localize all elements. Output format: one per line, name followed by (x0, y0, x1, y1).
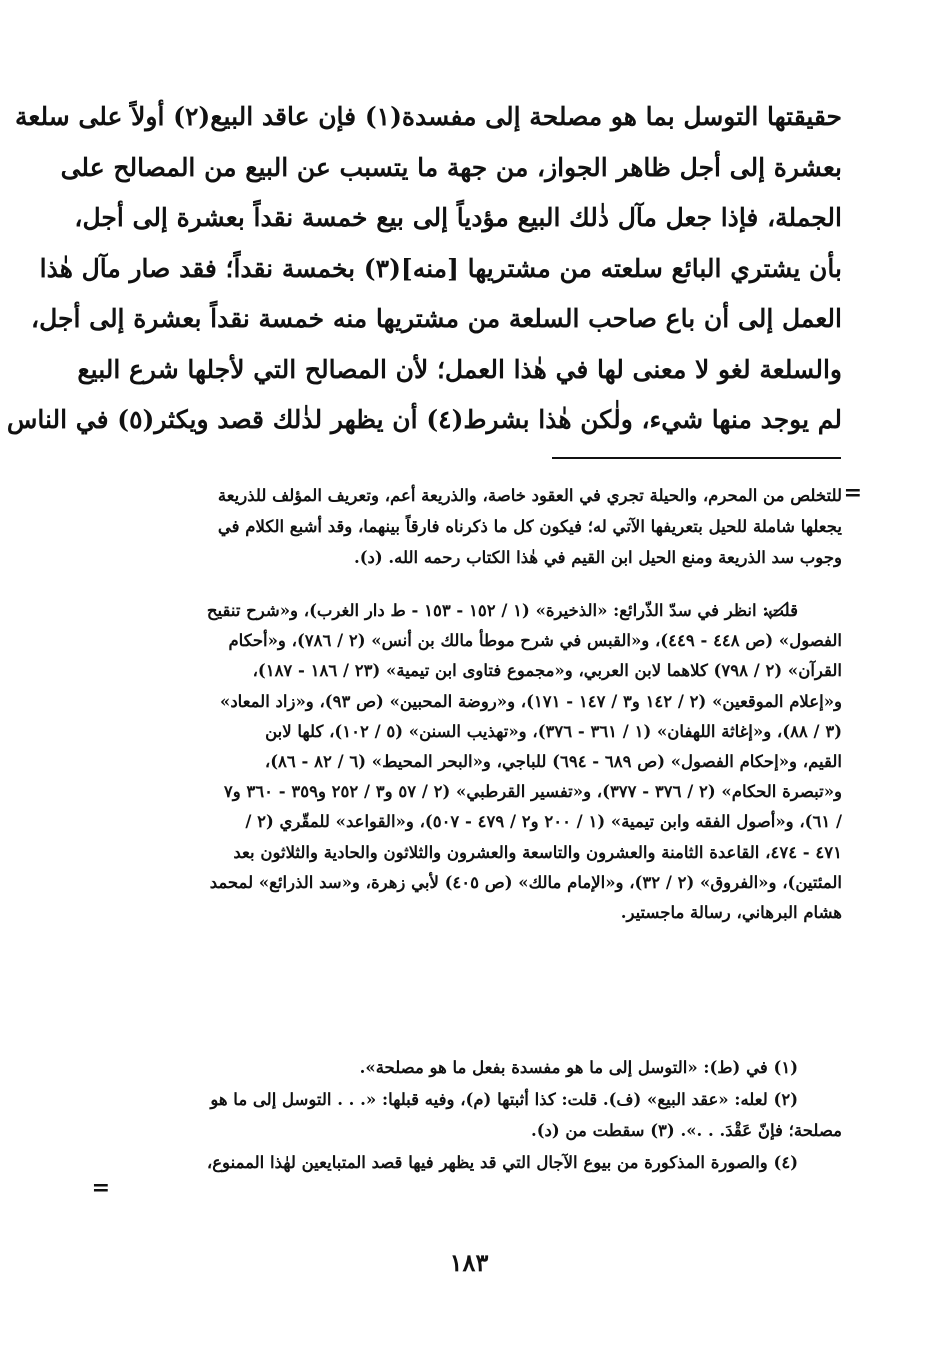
main-line: العمل إلى أن باع صاحب السلعة من مشتريها منه خمسة نقداً بعشرة إلى أجل، (31, 304, 842, 333)
editor-note-line: ٤٧١ - ٤٧٤، القاعدة الثامنة والعشرون والتاسعة والعشرون والثلاثون والحادية والثلاثون بعد (233, 842, 842, 862)
main-line: بأن يشتري البائع سلعته من مشتريها [منه](٣) بخمسة نقداً؛ فقد صار مآل هٰذا (39, 253, 842, 283)
main-line: حقيقتها التوسل بما هو مصلحة إلى مفسدة(١) فإن عاقد البيع(٢) أولاً على سلعة (15, 102, 842, 131)
footnote-line: وجوب سد الذريعة ومنع الحيل ابن القيم في هٰذا الكتاب رحمه الله. (د). (353, 548, 842, 567)
editor-note-line: المئتين)، و«الفروق» (٢ / ٣٢)، و«الإمام مالك» (ص ٤٠٥) لأبي زهرة، و«سد الذرائع» لمحمد (209, 872, 842, 892)
editor-note-line: قلت: انظر في سدّ الذّرائع: «الذخيرة» (١ / ١٥٢ - ١٥٣ - ط دار الغرب)، و«شرح تنقيح (206, 601, 798, 620)
footnote-2: (٢) لعله: «عقد البيع» (ف). قلت: كذا أثبتها (م)، وفيه قبلها: «. . . التوسل إلى ما هو (210, 1089, 798, 1109)
editor-note-line: القرآن» (٢ / ٧٩٨) كلاهما لابن العربي، و«مجموع فتاوى ابن تيمية» (٢٣ / ١٨٦ - ١٨٧)، (252, 661, 842, 681)
editor-note-line: هشام البرهاني، رسالة ماجستير. (620, 902, 842, 922)
main-line: لم يوجد منها شيء، ولٰكن هٰذا بشرط(٤) أن يظهر لذٰلك قصد ويكثر(٥) في الناس (6, 405, 842, 434)
continuation-marker: = (843, 480, 862, 506)
main-line: والسلعة لغو لا معنى لها في هٰذا العمل؛ لأن المصالح التي لأجلها شرع البيع (77, 354, 842, 384)
editor-note (118, 596, 842, 928)
main-line: بعشرة إلى أجل ظاهر الجواز، من جهة ما يتسبب عن البيع من المصالح على (60, 152, 842, 182)
editor-note-line: و«تبصرة الحكام» (٢ / ٣٧٦ - ٣٧٧)، و«تفسير القرطبي» (٢ / ٥٧ و٣ / ٢٥٢ و٣٥٩ - ٣٦٠ و٧ (223, 782, 842, 802)
numbered-footnotes (118, 1052, 842, 1178)
footnote-3: (٣) سقطت من (د). (530, 1121, 675, 1140)
editor-note-line: و«إعلام الموقعين» (٢ / ١٤٢ و٣ / ١٤٧ - ١٧١)، و«روضة المحبين» (ص ٩٣)، و«زاد المعاد» (220, 691, 842, 711)
editor-note-line: الفصول» (ص ٤٤٨ - ٤٤٩)، و«القبس في شرح موطأ مالك بن أنس» (٢ / ٧٨٦)، و«أحكام (228, 631, 842, 651)
footnote-row (118, 1115, 842, 1147)
footnote-line: للتخلص من المحرم، والحيلة تجري في العقود خاصة، والذريعة أعم، وتعريف المؤلف للذريعة (217, 486, 842, 505)
footnote-4: (٤) والصورة المذكورة من بيوع الآجال التي قد يظهر فيها قصد المتبايعين لهٰذا الممنوع، (206, 1152, 798, 1172)
footnote-line: يجعلها شاملة للحيل بتعريفها الآتي له؛ فيكون كل ما ذكرناه فارقاً بينهما، وقد أشبع الكلام في (217, 517, 842, 536)
main-text (6, 92, 842, 446)
main-line: الجملة، فإذا جعل مآل ذٰلك البيع مؤدياً إلى بيع خمسة نقداً بعشرة إلى أجل، (74, 203, 842, 232)
footnote-continuation (118, 480, 842, 573)
page-number: ١٨٣ (449, 1248, 489, 1277)
editor-note-line: (٣ / ٨٨)، و«إغاثة اللهفان» (١ / ٣٦١ - ٣٧٦)، و«تهذيب السنن» (٥ / ١٠٢)، كلها لابن (265, 721, 842, 741)
editor-note-line: القيم، و«إحكام الفصول» (ص ٦٨٩ - ٦٩٤) للباجي، و«البحر المحيط» (٦ / ٨٢ - ٨٦)، (264, 751, 842, 771)
continuation-marker: = (91, 1175, 110, 1201)
editor-note-line: / ٦١)، و«أصول الفقه وابن تيمية» (١ / ٢٠٠ و٢ / ٤٧٩ - ٥٠٧)، و«القواعد» للمقّري (٢ / (245, 812, 842, 832)
footnote-separator (552, 457, 841, 459)
footnote-2-continued: مصلحة؛ فإنّ عَقْدَ. . .». (680, 1121, 842, 1140)
footnote-1: (١) في (ط): «التوسل إلى ما هو مفسدة بفعل ما هو مصلحة». (359, 1058, 798, 1077)
